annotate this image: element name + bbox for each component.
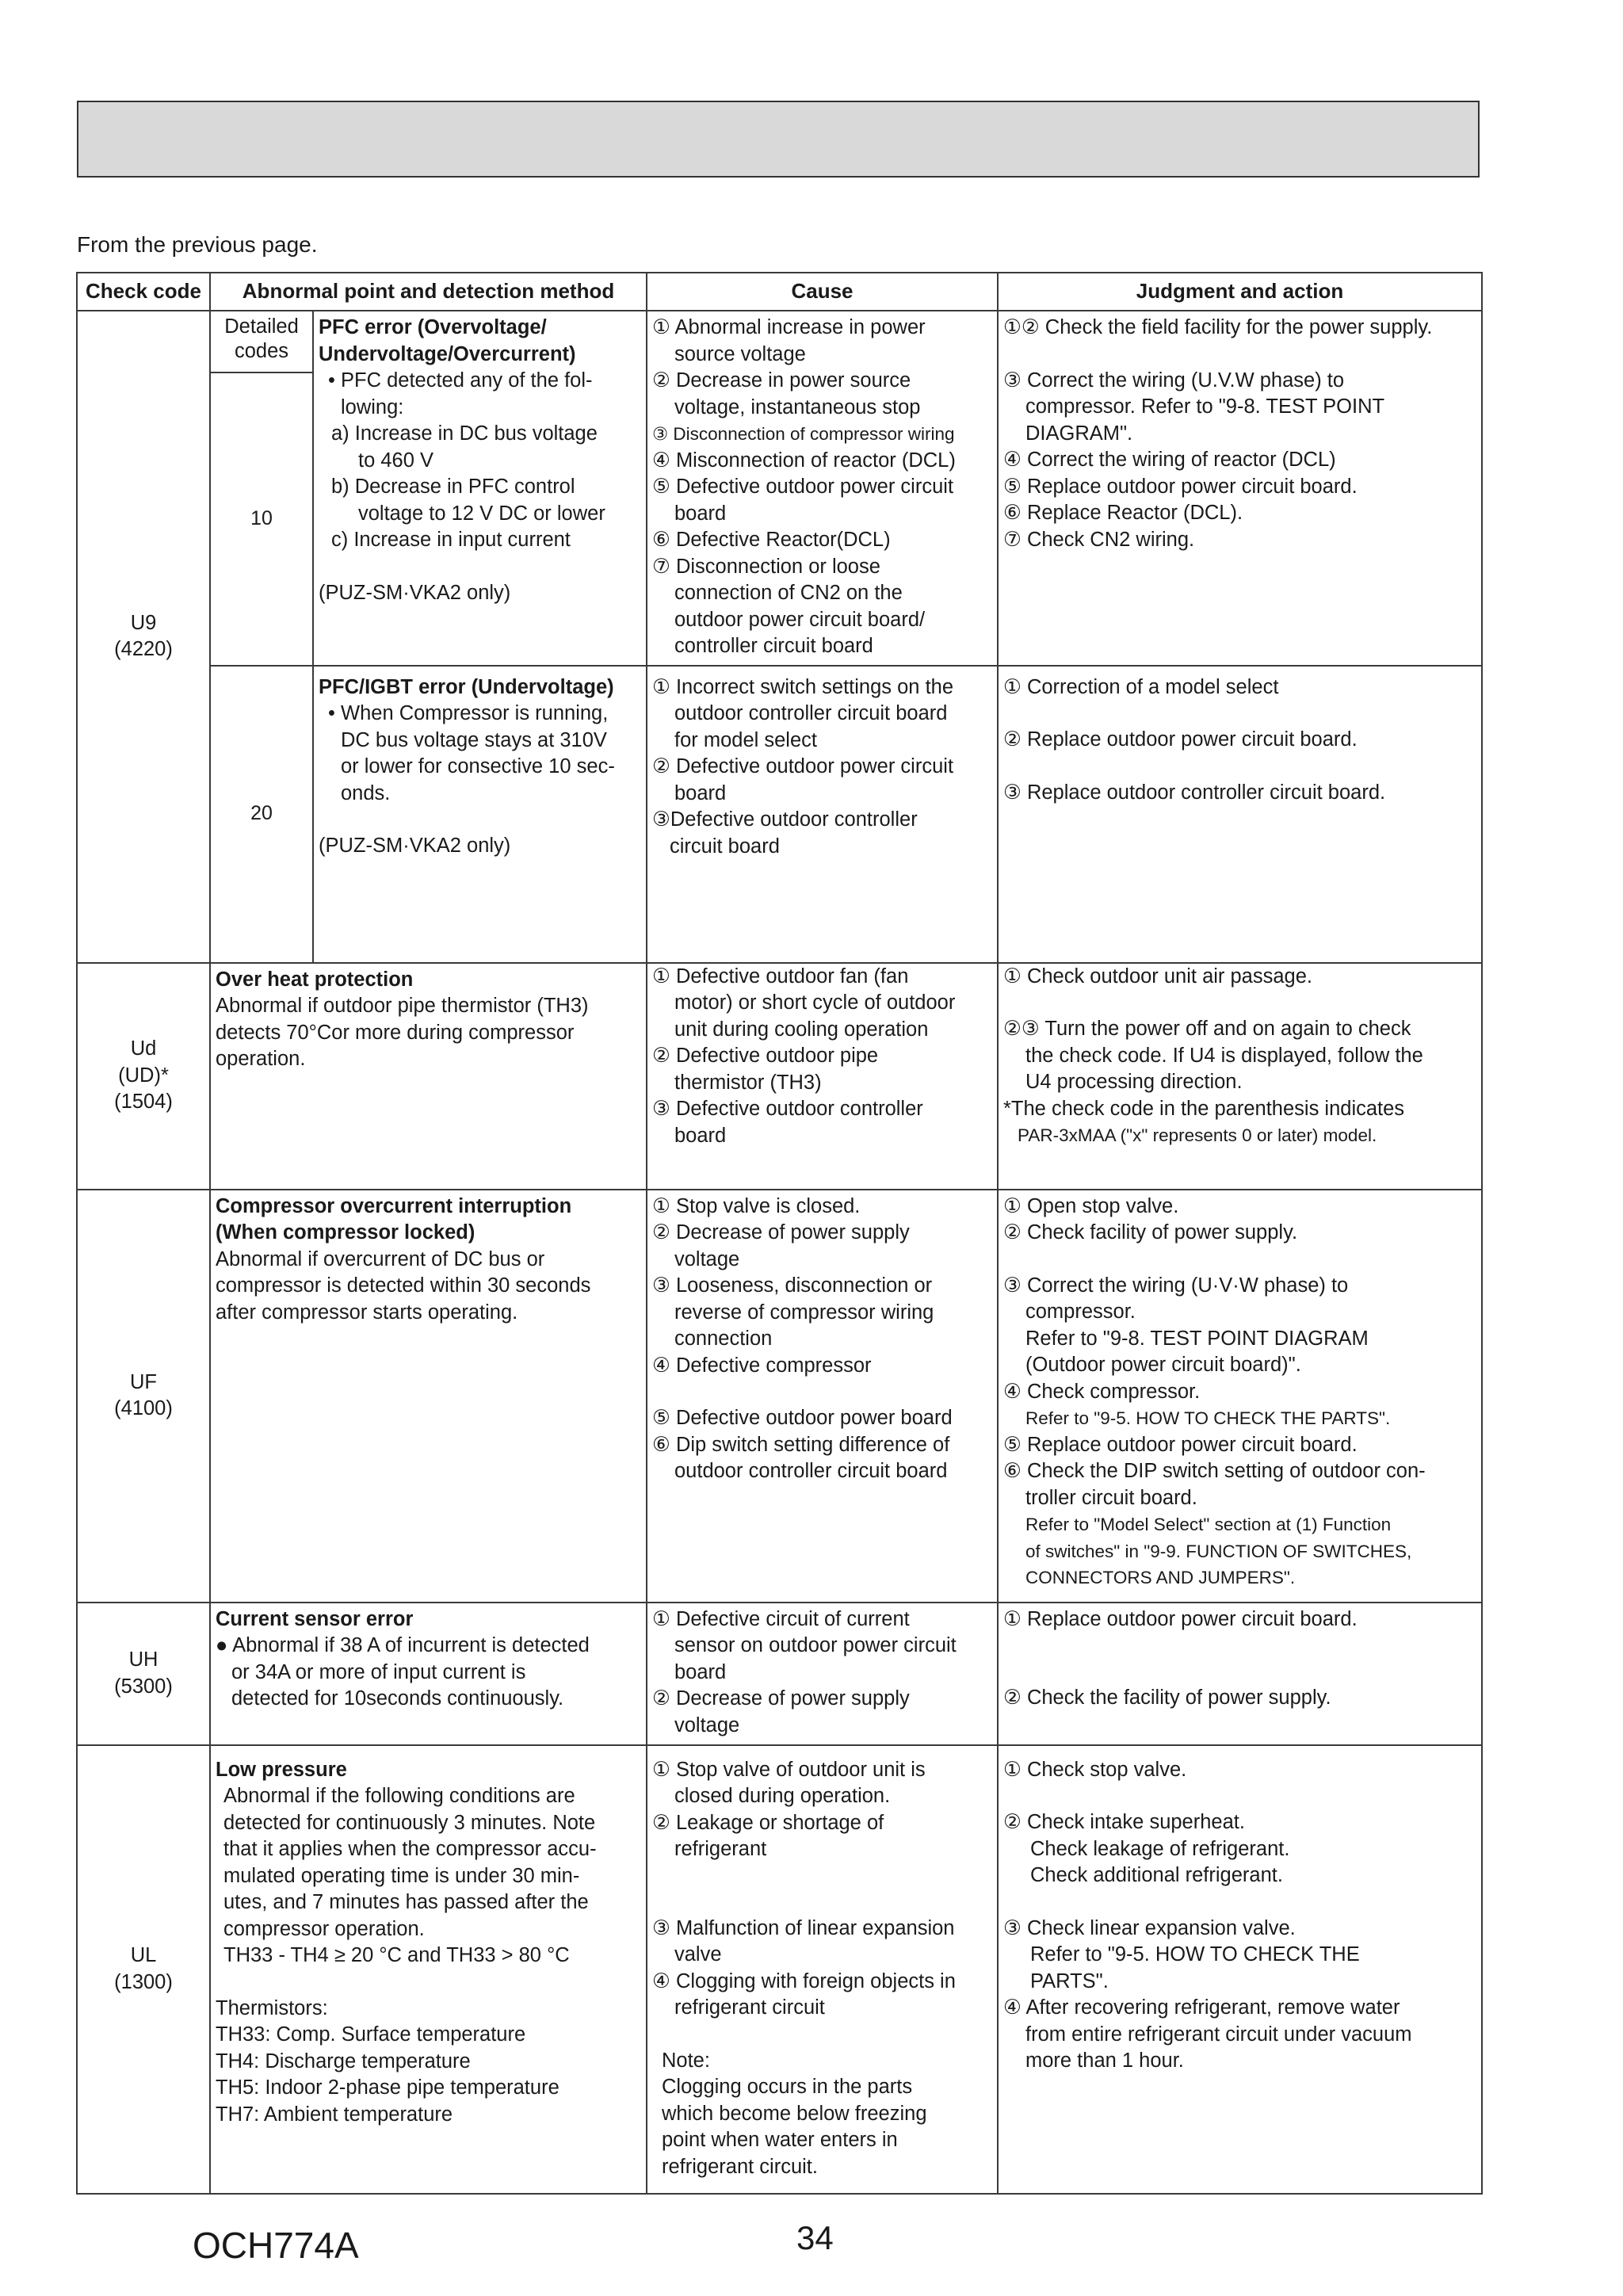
abnormal-line: operation.: [216, 1048, 306, 1070]
page-number: 34: [796, 2219, 834, 2256]
abnormal-line: • PFC detected any of the fol-: [328, 369, 593, 392]
abnormal-line: mulated operating time is under 30 min-: [223, 1864, 580, 1887]
action-line: Refer to "Model Select" section at (1) Function: [1025, 1515, 1392, 1534]
abnormal-line: detected for continuously 3 minutes. Note: [223, 1811, 596, 1834]
action-line: (Outdoor power circuit board)".: [1025, 1354, 1301, 1376]
cause-line: board: [674, 502, 727, 525]
abnormal-title: Low pressure: [216, 1758, 347, 1781]
abnormal-line: (PUZ-SM·VKA2 only): [319, 581, 511, 604]
cause-line: ③ Disconnection of compressor wiring: [652, 424, 955, 444]
cause-line: ① Incorrect switch settings on the: [652, 675, 954, 698]
code-line: U9 (4220): [114, 611, 173, 661]
action-line: Check additional refrigerant.: [1030, 1864, 1283, 1886]
action-line: ③ Replace outdoor controller circuit board.: [1003, 781, 1386, 804]
action-line: ① Check outdoor unit air passage.: [1003, 965, 1312, 988]
abnormal-line: DC bus voltage stays at 310V: [341, 728, 607, 751]
action-line: Refer to "9-5. HOW TO CHECK THE: [1030, 1943, 1360, 1966]
abnormal-line: TH4: Discharge temperature: [216, 2050, 471, 2073]
cause-line: ① Abnormal increase in power: [652, 316, 926, 338]
abnormal-title: PFC error (Overvoltage/ Undervoltage/Overcurrent): [319, 316, 576, 365]
abnormal-title: Over heat protection: [216, 968, 414, 991]
table-row-u9-10: [77, 311, 1482, 372]
abnormal-cell: [210, 1603, 647, 1745]
abnormal-cell: [210, 963, 647, 1190]
action-line: ①② Check the field facility for the power supply.: [1003, 316, 1433, 338]
cause-line: which become below freezing: [662, 2102, 927, 2125]
cause-line: ⑤ Defective outdoor power board: [652, 1407, 953, 1429]
table-row-ul: [77, 1745, 1482, 2194]
action-line: PAR-3xMAA ("x" represents 0 or later) model.: [1018, 1125, 1377, 1145]
detailed-codes-label: Detailed codes: [210, 311, 313, 372]
abnormal-line: c) Increase in input current: [331, 529, 571, 551]
abnormal-line: or lower for consective 10 sec-: [341, 755, 615, 777]
abnormal-cell: [210, 1190, 647, 1603]
cause-line: refrigerant circuit.: [662, 2155, 818, 2178]
document-id: OCH774A: [193, 2225, 359, 2266]
table-row-uh: [77, 1603, 1482, 1745]
cause-line: ② Decrease of power supply: [652, 1687, 910, 1710]
col-header-judgment: Judgment and action: [998, 273, 1482, 311]
check-code-ud: Ud (UD)* (1504): [77, 963, 210, 1190]
cause-line: closed during operation.: [674, 1785, 891, 1807]
action-line: ③ Correct the wiring (U·V·W phase) to: [1003, 1274, 1349, 1297]
cause-line: reverse of compressor wiring: [674, 1301, 934, 1324]
action-line: ④ Correct the wiring of reactor (DCL): [1003, 449, 1336, 471]
action-line: troller circuit board.: [1025, 1486, 1197, 1509]
action-line: Refer to "9-5. HOW TO CHECK THE PARTS".: [1025, 1408, 1391, 1428]
action-cell: [998, 1745, 1482, 2194]
cause-line: Clogging occurs in the parts: [662, 2076, 913, 2098]
cause-cell: [647, 1603, 998, 1745]
action-cell: [998, 311, 1482, 666]
abnormal-line: utes, and 7 minutes has passed after the: [223, 1891, 589, 1913]
action-line: CONNECTORS AND JUMPERS".: [1025, 1568, 1296, 1587]
table-row-ud: [77, 963, 1482, 1190]
cause-line: refrigerant circuit: [674, 1996, 825, 2019]
cause-line: outdoor controller circuit board: [674, 702, 948, 724]
abnormal-title: Current sensor error: [216, 1607, 414, 1630]
action-cell: [998, 1603, 1482, 1745]
action-line: Check leakage of refrigerant.: [1030, 1837, 1290, 1860]
cause-line: ③ Malfunction of linear expansion: [652, 1916, 955, 1939]
abnormal-line: or 34A or more of input current is: [231, 1660, 526, 1683]
cause-line: valve: [674, 1943, 722, 1966]
action-line: of switches" in "9-9. FUNCTION OF SWITCHES,: [1025, 1541, 1412, 1561]
action-line: ⑥ Check the DIP switch setting of outdoor con-: [1003, 1460, 1426, 1482]
action-line: compressor. Refer to "9-8. TEST POINT: [1025, 395, 1385, 418]
abnormal-line: voltage to 12 V DC or lower: [358, 502, 605, 525]
col-header-cause: Cause: [647, 273, 998, 311]
cause-cell: [647, 1745, 998, 2194]
abnormal-line: Abnormal if outdoor pipe thermistor (TH3): [216, 995, 589, 1017]
action-line: ⑤ Replace outdoor power circuit board.: [1003, 475, 1358, 498]
action-line: ② Replace outdoor power circuit board.: [1003, 728, 1358, 751]
abnormal-cell: [210, 1745, 647, 2194]
action-cell: [998, 666, 1482, 963]
table-header-row: [77, 273, 1482, 311]
table-row-uf: [77, 1190, 1482, 1603]
check-code-table: [76, 272, 1483, 2195]
col-header-check-code: Check code: [77, 273, 210, 311]
action-line: the check code. If U4 is displayed, follow the: [1025, 1044, 1423, 1067]
action-line: ③ Check linear expansion valve.: [1003, 1916, 1296, 1939]
check-code-uh: UH (5300): [77, 1603, 210, 1745]
cause-line: board: [674, 1124, 727, 1147]
cause-line: sensor on outdoor power circuit: [674, 1634, 957, 1656]
action-line: DIAGRAM".: [1025, 422, 1133, 445]
cause-line: thermistor (TH3): [674, 1071, 822, 1094]
abnormal-line: that it applies when the compressor accu-: [223, 1838, 597, 1860]
cause-line: ② Decrease of power supply: [652, 1221, 910, 1244]
cause-line: voltage: [674, 1713, 740, 1736]
cause-line: ② Defective outdoor power circuit: [652, 755, 954, 777]
cause-line: ① Defective outdoor fan (fan: [652, 965, 909, 988]
cause-line: connection of CN2 on the: [674, 582, 903, 604]
abnormal-cell: [313, 666, 647, 963]
continued-note: From the previous page.: [77, 232, 318, 257]
action-line: U4 processing direction.: [1025, 1071, 1243, 1093]
cause-line: for model select: [674, 728, 817, 751]
cause-line: ③ Looseness, disconnection or: [652, 1274, 933, 1297]
check-code-u9: [77, 311, 210, 963]
action-line: ① Correction of a model select: [1003, 675, 1279, 698]
abnormal-line: TH33 - TH4 ≥ 20 °C and TH33 > 80 °C: [223, 1944, 570, 1966]
action-line: ② Check facility of power supply.: [1003, 1221, 1298, 1244]
cause-line: ① Stop valve of outdoor unit is: [652, 1758, 926, 1781]
cause-cell: [647, 963, 998, 1190]
abnormal-line: Abnormal if overcurrent of DC bus or: [216, 1247, 545, 1270]
abnormal-line: TH5: Indoor 2-phase pipe temperature: [216, 2076, 559, 2099]
action-line: ② Check intake superheat.: [1003, 1811, 1245, 1833]
table-row-u9-20: [77, 666, 1482, 963]
abnormal-line: a) Increase in DC bus voltage: [331, 422, 598, 445]
abnormal-line: after compressor starts operating.: [216, 1301, 518, 1324]
cause-line: ④ Misconnection of reactor (DCL): [652, 449, 956, 472]
abnormal-title: PFC/IGBT error (Undervoltage): [319, 675, 614, 698]
abnormal-line: b) Decrease in PFC control: [331, 476, 575, 498]
cause-line: voltage: [674, 1247, 740, 1270]
abnormal-cell: [313, 311, 647, 666]
action-line: Refer to "9-8. TEST POINT DIAGRAM: [1025, 1327, 1369, 1350]
action-line: ① Check stop valve.: [1003, 1758, 1187, 1781]
action-line: ⑦ Check CN2 wiring.: [1003, 528, 1195, 551]
header-banner: [77, 101, 1480, 178]
abnormal-line: TH33: Comp. Surface temperature: [216, 2023, 526, 2046]
cause-line: ⑥ Dip switch setting difference of: [652, 1433, 950, 1456]
cause-line: board: [674, 1660, 727, 1683]
action-cell: [998, 963, 1482, 1190]
abnormal-line: lowing:: [341, 395, 404, 418]
action-line: ③ Correct the wiring (U.V.W phase) to: [1003, 369, 1345, 392]
abnormal-line: (PUZ-SM·VKA2 only): [319, 835, 511, 857]
action-line: ④ After recovering refrigerant, remove water: [1003, 1996, 1400, 2019]
cause-line: source voltage: [674, 342, 806, 365]
action-line: PARTS".: [1030, 1969, 1109, 1992]
cause-line: ⑤ Defective outdoor power circuit: [652, 476, 954, 498]
cause-line: ① Stop valve is closed.: [652, 1194, 861, 1217]
cause-line: ④ Defective compressor: [652, 1354, 872, 1377]
check-code-ul: UL (1300): [77, 1745, 210, 2194]
action-line: ⑥ Replace Reactor (DCL).: [1003, 502, 1243, 524]
cause-line: controller circuit board: [674, 635, 873, 657]
abnormal-line: onds.: [341, 781, 391, 804]
abnormal-line: detected for 10seconds continuously.: [231, 1687, 564, 1710]
cause-line: point when water enters in: [662, 2129, 898, 2151]
abnormal-line: Thermistors:: [216, 1996, 328, 2019]
abnormal-line: detects 70°Cor more during compressor: [216, 1021, 575, 1044]
cause-line: ⑥ Defective Reactor(DCL): [652, 529, 891, 551]
cause-cell: [647, 311, 998, 666]
abnormal-line: compressor is detected within 30 seconds: [216, 1274, 591, 1297]
cause-line: Note:: [662, 2049, 710, 2072]
cause-line: voltage, instantaneous stop: [674, 395, 921, 418]
cause-line: ③Defective outdoor controller: [652, 808, 918, 831]
cause-line: refrigerant: [674, 1838, 767, 1860]
cause-line: ② Decrease in power source: [652, 369, 911, 392]
action-line: from entire refrigerant circuit under vacuum: [1025, 2023, 1412, 2046]
cause-cell: [647, 1190, 998, 1603]
cause-line: outdoor power circuit board/: [674, 608, 926, 631]
cause-line: board: [674, 781, 727, 804]
cause-line: outdoor controller circuit board: [674, 1460, 948, 1482]
action-line: ① Open stop valve.: [1003, 1194, 1179, 1217]
action-line: ② Check the facility of power supply.: [1003, 1687, 1331, 1709]
action-line: ④ Check compressor.: [1003, 1380, 1201, 1403]
cause-line: ③ Defective outdoor controller: [652, 1098, 923, 1120]
action-line: ① Replace outdoor power circuit board.: [1003, 1607, 1358, 1630]
abnormal-line: Abnormal if the following conditions are: [223, 1785, 575, 1807]
action-line: ⑤ Replace outdoor power circuit board.: [1003, 1433, 1358, 1456]
abnormal-line: ● Abnormal if 38 A of incurrent is detected: [216, 1634, 590, 1656]
check-code-uf: UF (4100): [77, 1190, 210, 1603]
cause-line: ④ Clogging with foreign objects in: [652, 1969, 956, 1992]
sub-code-20: 20: [210, 666, 313, 963]
abnormal-line: • When Compressor is running,: [328, 702, 609, 724]
abnormal-title: Compressor overcurrent interruption (When compressor locked): [216, 1194, 572, 1244]
cause-line: unit during cooling operation: [674, 1018, 929, 1041]
cause-line: circuit board: [670, 835, 780, 858]
col-header-abnormal: Abnormal point and detection method: [210, 273, 647, 311]
cause-line: ① Defective circuit of current: [652, 1607, 910, 1630]
cause-line: connection: [674, 1328, 773, 1350]
cause-cell: [647, 666, 998, 963]
action-line: compressor.: [1025, 1301, 1136, 1323]
abnormal-line: TH7: Ambient temperature: [216, 2103, 453, 2126]
sub-code-10: 10: [210, 372, 313, 666]
abnormal-line: compressor operation.: [223, 1917, 425, 1940]
cause-line: motor) or short cycle of outdoor: [674, 991, 956, 1014]
action-line: more than 1 hour.: [1025, 2050, 1184, 2072]
action-cell: [998, 1190, 1482, 1603]
abnormal-line: to 460 V: [358, 449, 433, 472]
cause-line: ② Defective outdoor pipe: [652, 1045, 879, 1067]
action-line: *The check code in the parenthesis indicates: [1003, 1097, 1405, 1120]
action-line: ②③ Turn the power off and on again to check: [1003, 1018, 1411, 1040]
cause-line: ② Leakage or shortage of: [652, 1811, 884, 1834]
cause-line: ⑦ Disconnection or loose: [652, 555, 880, 578]
